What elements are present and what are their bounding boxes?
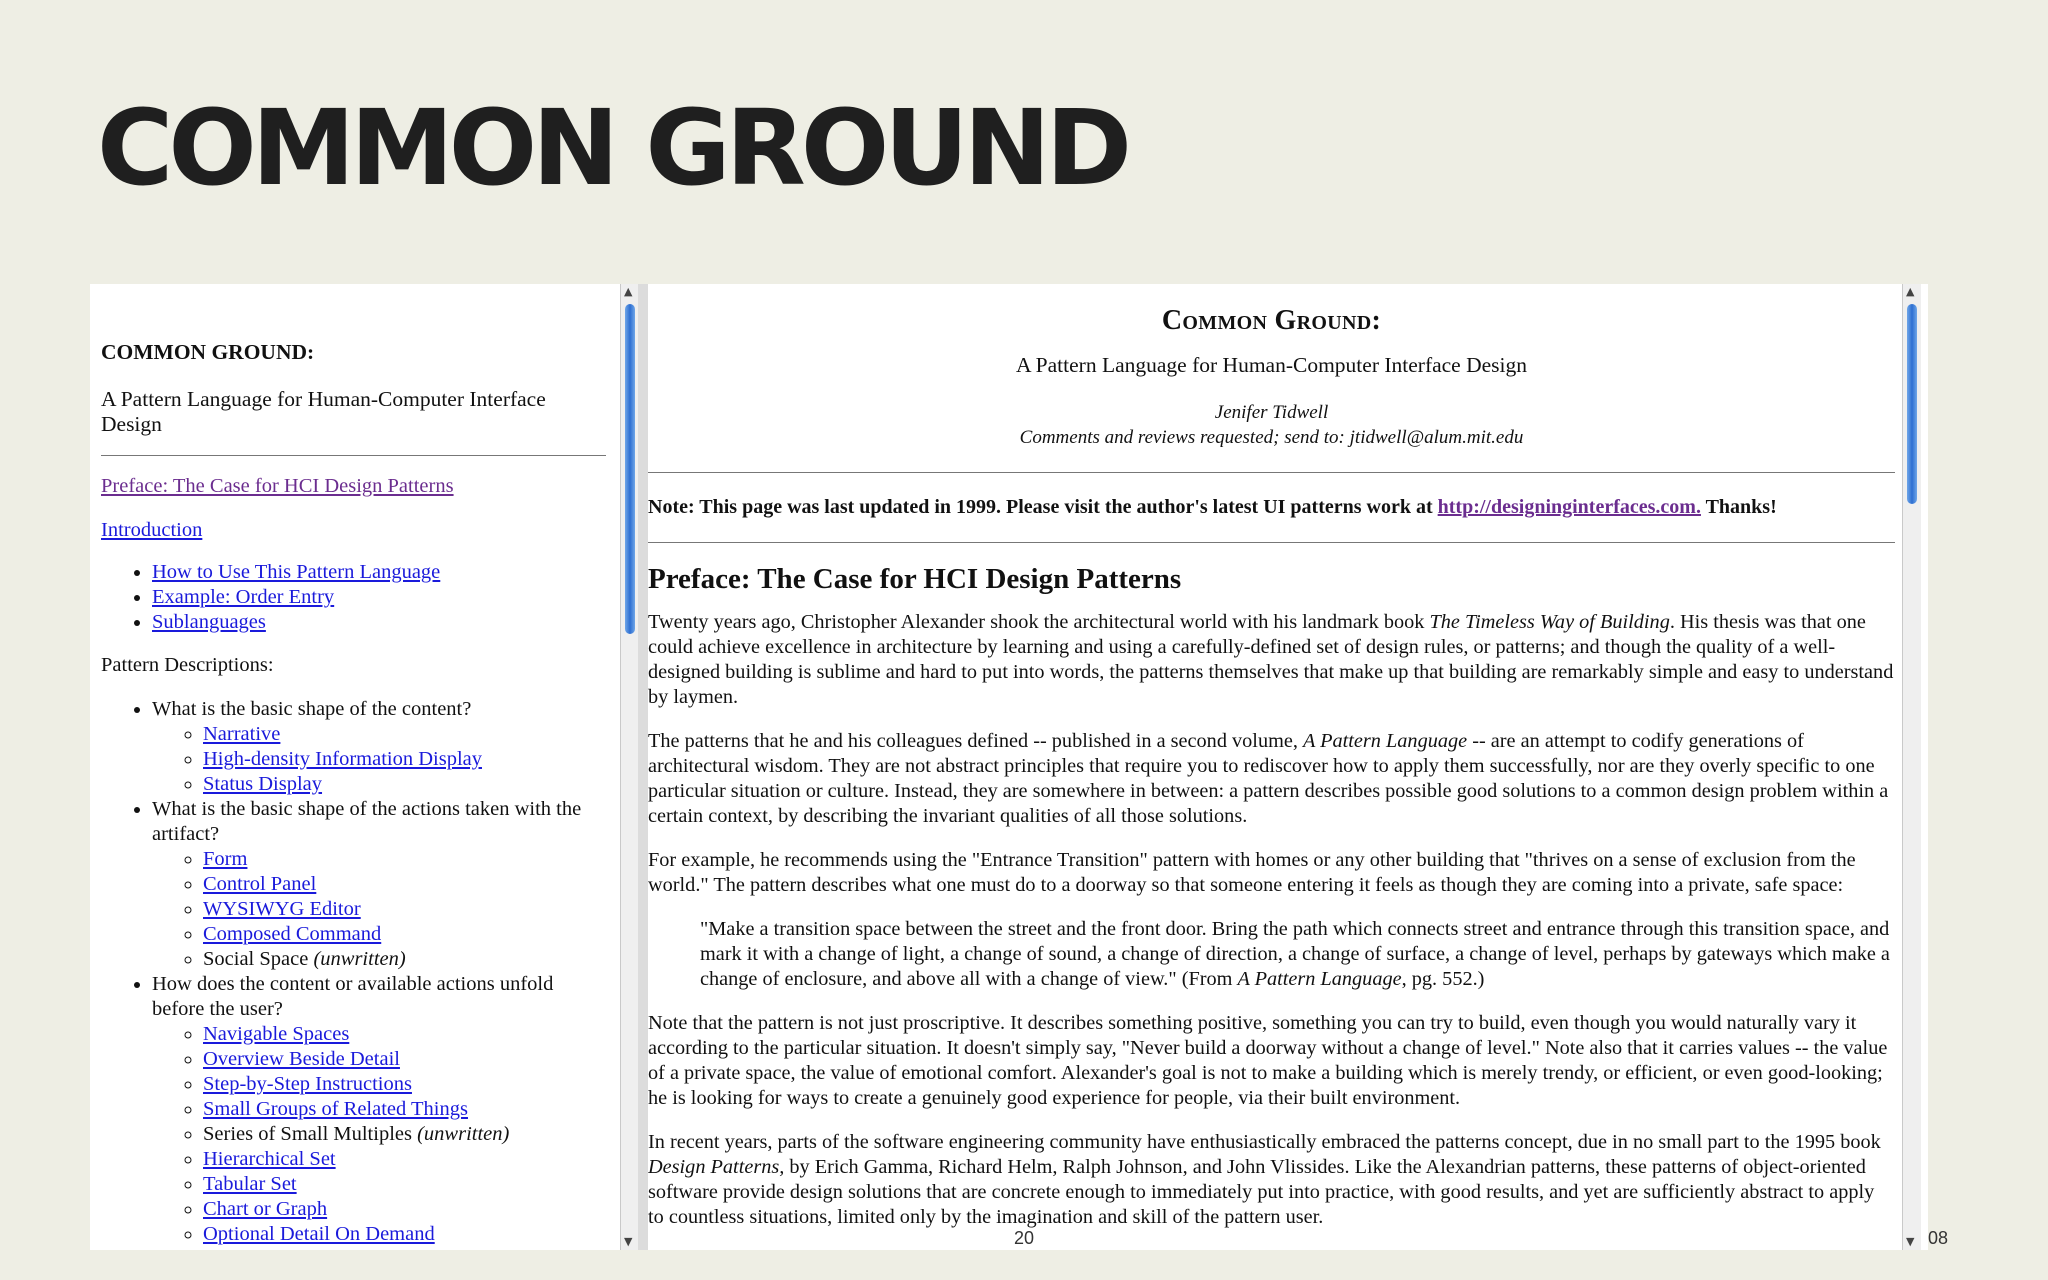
pattern-item — [203, 847, 606, 872]
paragraph: The patterns that he and his colleagues defined -- published in a second volume, A Pattern Language -- are an attempt to codify generations of architectural wisdom. They are not abstract principles that require you to rediscover how to apply them successfully, nor are they overly specific to one particular situation or culture. Instead, they are somewhere in between: a pattern describes possible good solutions to a common design problem within a certain context, by describing the invariant qualities of all those solutions. — [648, 730, 1889, 827]
pattern-link[interactable]: Optional Detail On Demand — [203, 1223, 435, 1245]
pattern-group — [152, 972, 606, 1247]
pattern-item — [203, 1022, 606, 1047]
pattern-item — [203, 747, 606, 772]
pattern-link[interactable]: Status Display — [203, 773, 323, 795]
content-scrollbar[interactable] — [1902, 284, 1921, 1250]
scroll-up-arrow-icon[interactable]: ▲ — [1906, 285, 1915, 298]
block-quote: "Make a transition space between the street and the front door. Bring the path which connects street and entrance through this transition space, and mark it with a change of light, a change of sound, a change of direction, a change of surface, a change of level, perhaps by gateways which make a change of enclosure, and above all with a change of view." (From A Pattern Language, pg. 552.) — [700, 918, 1890, 990]
unwritten-note: (unwritten) — [417, 1123, 510, 1145]
pattern-item-label: Social Space — [203, 948, 309, 970]
pattern-item — [203, 1197, 606, 1222]
pattern-link[interactable]: Navigable Spaces — [203, 1023, 350, 1045]
scroll-down-arrow-icon[interactable]: ▼ — [1906, 1235, 1915, 1248]
document-subtitle: A Pattern Language for Human-Computer Interface Design — [1015, 353, 1528, 377]
pattern-link[interactable]: Hierarchical Set — [203, 1148, 336, 1170]
list-item — [152, 560, 606, 585]
pattern-item — [203, 1122, 606, 1147]
preface-link[interactable]: Preface: The Case for HCI Design Patterns — [101, 475, 454, 497]
pattern-link[interactable]: WYSIWYG Editor — [203, 898, 361, 920]
scroll-up-arrow-icon[interactable]: ▲ — [624, 285, 633, 298]
pattern-group-question: What is the basic shape of the actions taken with the artifact? — [152, 798, 582, 845]
pattern-link[interactable]: Step-by-Step Instructions — [203, 1073, 412, 1095]
pattern-link[interactable]: Composed Command — [203, 923, 382, 945]
pattern-link[interactable]: High-density Information Display — [203, 748, 482, 770]
pattern-item — [203, 1047, 606, 1072]
pattern-item-label: Series of Small Multiples — [203, 1123, 412, 1145]
note-text: Note: This page was last updated in 1999. Please visit the author's latest UI patterns work at — [648, 496, 1433, 518]
slide-number: 08 — [1928, 1228, 1949, 1248]
designing-interfaces-link[interactable]: http://designinginterfaces.com. — [1437, 496, 1701, 518]
slide-title: COMMON GROUND — [97, 87, 1128, 209]
intro-list — [101, 560, 606, 635]
review-request: Comments and reviews requested; send to: jtidwell@alum.mit.edu — [1019, 427, 1524, 448]
paragraph: Note that the pattern is not just proscriptive. It describes something positive, something you can try to build, even though you would naturally vary it according to the particular situation. It doesn't simply say, "Never build a doorway without a change of level." Note also that it carries values -- the value of a private space, the value of emotional comfort. Alexander's goal is not to make a building which is merely trendy, or efficient, or even good-looking; he is looking for ways to create a genuinely good experience for people, via their built environment. — [648, 1012, 1888, 1109]
intro-item-link[interactable]: Sublanguages — [152, 611, 266, 633]
pattern-item — [203, 772, 606, 797]
pattern-link[interactable]: Form — [203, 848, 248, 870]
navigation-scrollbar[interactable] — [620, 284, 639, 1250]
pattern-group-list — [101, 697, 606, 1247]
section-heading: Preface: The Case for HCI Design Patterns — [648, 563, 1182, 595]
pattern-item — [203, 1222, 606, 1247]
scroll-thumb[interactable] — [625, 304, 635, 634]
pattern-group-question: What is the basic shape of the content? — [152, 698, 472, 720]
content-body — [648, 302, 1895, 1249]
pattern-item — [203, 1172, 606, 1197]
pattern-item — [203, 922, 606, 947]
pattern-group — [152, 797, 606, 972]
list-item — [152, 585, 606, 610]
navigation-content — [101, 340, 606, 1250]
update-note — [648, 495, 1895, 520]
pattern-item — [203, 897, 606, 922]
pattern-link[interactable]: Chart or Graph — [203, 1198, 328, 1220]
nav-divider — [101, 455, 606, 456]
paragraph: For example, he recommends using the "Entrance Transition" pattern with homes or any other building that "thrives on a sense of exclusion from the world." The pattern describes what one must do to a doorway so that someone entering it feels as though they are coming into a private, safe space: — [648, 849, 1856, 896]
pattern-link[interactable]: Narrative — [203, 723, 281, 745]
pattern-list — [152, 847, 606, 972]
pattern-item — [203, 722, 606, 747]
navigation-pane[interactable] — [90, 284, 620, 1250]
pattern-group — [152, 697, 606, 797]
note-end: Thanks! — [1705, 496, 1777, 518]
introduction-link[interactable]: Introduction — [101, 519, 203, 541]
content-divider — [648, 472, 1895, 473]
pattern-link[interactable]: Small Groups of Related Things — [203, 1098, 468, 1120]
pattern-list — [152, 1022, 606, 1247]
pattern-item — [203, 1072, 606, 1097]
author-name: Jenifer Tidwell — [1214, 402, 1329, 423]
intro-item-link[interactable]: How to Use This Pattern Language — [152, 561, 441, 583]
pattern-descriptions-label: Pattern Descriptions: — [101, 654, 274, 676]
pattern-item — [203, 1147, 606, 1172]
pattern-item — [203, 872, 606, 897]
scroll-thumb[interactable] — [1907, 304, 1917, 504]
unwritten-note: (unwritten) — [313, 948, 406, 970]
pattern-group-question: How does the content or available actions unfold before the user? — [152, 973, 554, 1020]
pattern-item — [203, 947, 606, 972]
page-number: 20 — [1014, 1228, 1035, 1248]
paragraph: Twenty years ago, Christopher Alexander shook the architectural world with his landmark book The Timeless Way of Building. His thesis was that one could achieve excellence in architecture by learning and using a carefully-defined set of design rules, or patterns; and though the quality of a well-designed building is sublime and hard to put into words, the patterns themselves that make up that building are remarkably simple and easy to understand by laymen. — [648, 611, 1894, 708]
pattern-list — [152, 722, 606, 797]
pattern-item — [203, 1097, 606, 1122]
intro-item-link[interactable]: Example: Order Entry — [152, 586, 335, 608]
pattern-link[interactable]: Tabular Set — [203, 1173, 297, 1195]
scroll-down-arrow-icon[interactable]: ▼ — [624, 1235, 633, 1248]
content-divider — [648, 542, 1895, 543]
browser-frameset — [90, 284, 1928, 1250]
pattern-link[interactable]: Overview Beside Detail — [203, 1048, 400, 1070]
content-pane[interactable] — [648, 284, 1902, 1250]
list-item — [152, 610, 606, 635]
paragraph: In recent years, parts of the software engineering community have enthusiastically embraced the patterns concept, due in no small part to the 1995 book Design Patterns, by Erich Gamma, Richard Helm, Ralph Johnson, and John Vlissides. Like the Alexandrian patterns, these patterns of object-oriented software provide design solutions that are concrete enough to immediately put into practice, with good results, and yet are sufficiently abstract to apply to countless situations, limited only by the imagination and skill of the pattern user. — [648, 1131, 1881, 1228]
nav-heading: COMMON GROUND: — [101, 340, 315, 364]
nav-subtitle: A Pattern Language for Human-Computer Interface Design — [101, 387, 546, 436]
document-title: Common Ground: — [1161, 305, 1382, 336]
pattern-link[interactable]: Control Panel — [203, 873, 317, 895]
